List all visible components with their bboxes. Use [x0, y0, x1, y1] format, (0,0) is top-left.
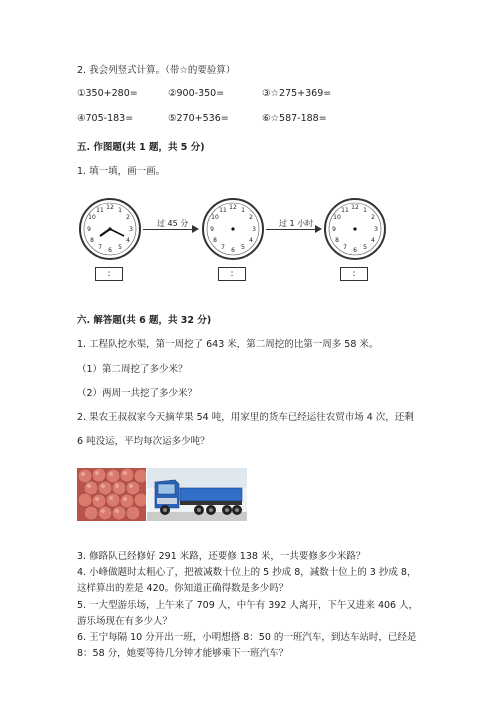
svg-text:5: 5: [363, 244, 367, 251]
calc-item-6: ⑥☆587-188=: [262, 113, 327, 124]
arrow-2-head-icon: [315, 225, 322, 233]
clock-1-icon: [78, 197, 142, 261]
calc-item-2: ②900-350=: [168, 88, 225, 99]
svg-text:4: 4: [126, 237, 130, 244]
svg-text:4: 4: [249, 237, 253, 244]
question-2-title: 2. 我会列竖式计算。（带☆的要验算）: [77, 65, 236, 76]
calc-item-1: ①350+280=: [77, 88, 138, 99]
question-6-1a: （1）第二周挖了多少米？: [77, 364, 188, 375]
svg-text:3: 3: [129, 226, 133, 233]
svg-text:11: 11: [341, 207, 349, 214]
svg-text:8: 8: [335, 237, 339, 244]
svg-text:10: 10: [211, 214, 219, 221]
svg-text:11: 11: [219, 207, 227, 214]
truck-image-icon: [147, 468, 247, 521]
svg-text:7: 7: [221, 244, 225, 251]
svg-text:6: 6: [108, 247, 112, 254]
question-6-6-line2: 8：58 分，她要等待几分钟才能够乘下一班汽车？: [77, 648, 289, 659]
apples-image-icon: [77, 468, 146, 521]
svg-text:2: 2: [371, 214, 375, 221]
question-6-1: 1. 工程队挖水渠，第一周挖了 643 米，第二周挖的比第一周多 58 米。: [77, 339, 379, 350]
arrow-1-line: [143, 229, 193, 230]
time-box-3[interactable]: :: [340, 267, 368, 281]
section-5-question-1: 1. 填一填，画一画。: [77, 166, 166, 177]
arrow-2-line: [266, 229, 316, 230]
svg-text:8: 8: [213, 237, 217, 244]
svg-text:8: 8: [90, 237, 94, 244]
question-6-1b: （2）两周一共挖了多少米？: [77, 388, 198, 399]
question-6-4-line2: 这样算出的差是 420。你知道正确得数是多少吗？: [77, 583, 289, 594]
svg-text:11: 11: [96, 207, 104, 214]
question-6-4-line1: 4. 小峰做题时太粗心了，把被减数十位上的 5 抄成 8，减数十位上的 3 抄成 8，: [77, 567, 417, 578]
section-6-heading: 六. 解答题(共 6 题，共 32 分): [77, 315, 212, 326]
svg-text:12: 12: [229, 204, 237, 211]
svg-text:2: 2: [249, 214, 253, 221]
svg-text:1: 1: [118, 207, 122, 214]
svg-text:10: 10: [333, 214, 341, 221]
clock-2-icon: [201, 197, 265, 261]
calc-item-3: ③☆275+369=: [262, 88, 332, 99]
question-6-2-line2: 6 吨没运，平均每次运多少吨？: [77, 436, 210, 447]
time-box-2[interactable]: :: [218, 267, 246, 281]
section-5-heading: 五. 作图题(共 1 题，共 5 分): [77, 142, 205, 153]
question-6-5-line2: 游乐场现在有多少人？: [77, 616, 173, 627]
apples-photo: [77, 468, 146, 521]
arrow-2-label: 过 1 小时: [279, 219, 314, 228]
svg-text:3: 3: [374, 226, 378, 233]
svg-text:4: 4: [371, 237, 375, 244]
svg-text:1: 1: [363, 207, 367, 214]
svg-text:10: 10: [88, 214, 96, 221]
svg-text:6: 6: [353, 247, 357, 254]
svg-text:3: 3: [252, 226, 256, 233]
svg-text:7: 7: [343, 244, 347, 251]
svg-text:9: 9: [332, 226, 336, 233]
svg-text:6: 6: [231, 247, 235, 254]
svg-text:5: 5: [118, 244, 122, 251]
svg-text:12: 12: [351, 204, 359, 211]
arrow-1-head-icon: [192, 225, 199, 233]
question-6-6-line1: 6. 王宁每隔 10 分开出一班，小明想搭 8：50 的一班汽车，到达车站时，已经是: [77, 632, 417, 643]
calc-item-4: ④705-183=: [77, 113, 134, 124]
time-box-1[interactable]: :: [95, 267, 123, 281]
svg-text:5: 5: [241, 244, 245, 251]
arrow-1-label: 过 45 分: [157, 219, 189, 228]
calc-item-5: ⑤270+536=: [168, 113, 229, 124]
svg-text:9: 9: [210, 226, 214, 233]
clock-3-icon: [323, 197, 387, 261]
truck-photo: [147, 468, 247, 521]
svg-text:9: 9: [87, 226, 91, 233]
svg-text:7: 7: [98, 244, 102, 251]
question-6-2-line1: 2. 果农王叔叔家今天摘苹果 54 吨，用家里的货车已经运往农贸市场 4 次，还剩: [77, 412, 414, 423]
svg-text:2: 2: [126, 214, 130, 221]
svg-text:12: 12: [106, 204, 114, 211]
svg-text:1: 1: [241, 207, 245, 214]
question-6-5-line1: 5. 一大型游乐场，上午来了 709 人，中午有 392 人离开，下午又进来 406 人，: [77, 600, 419, 611]
question-6-3: 3. 修路队已经修好 291 米路，还要修 138 米，一共要修多少米路？: [77, 551, 366, 562]
